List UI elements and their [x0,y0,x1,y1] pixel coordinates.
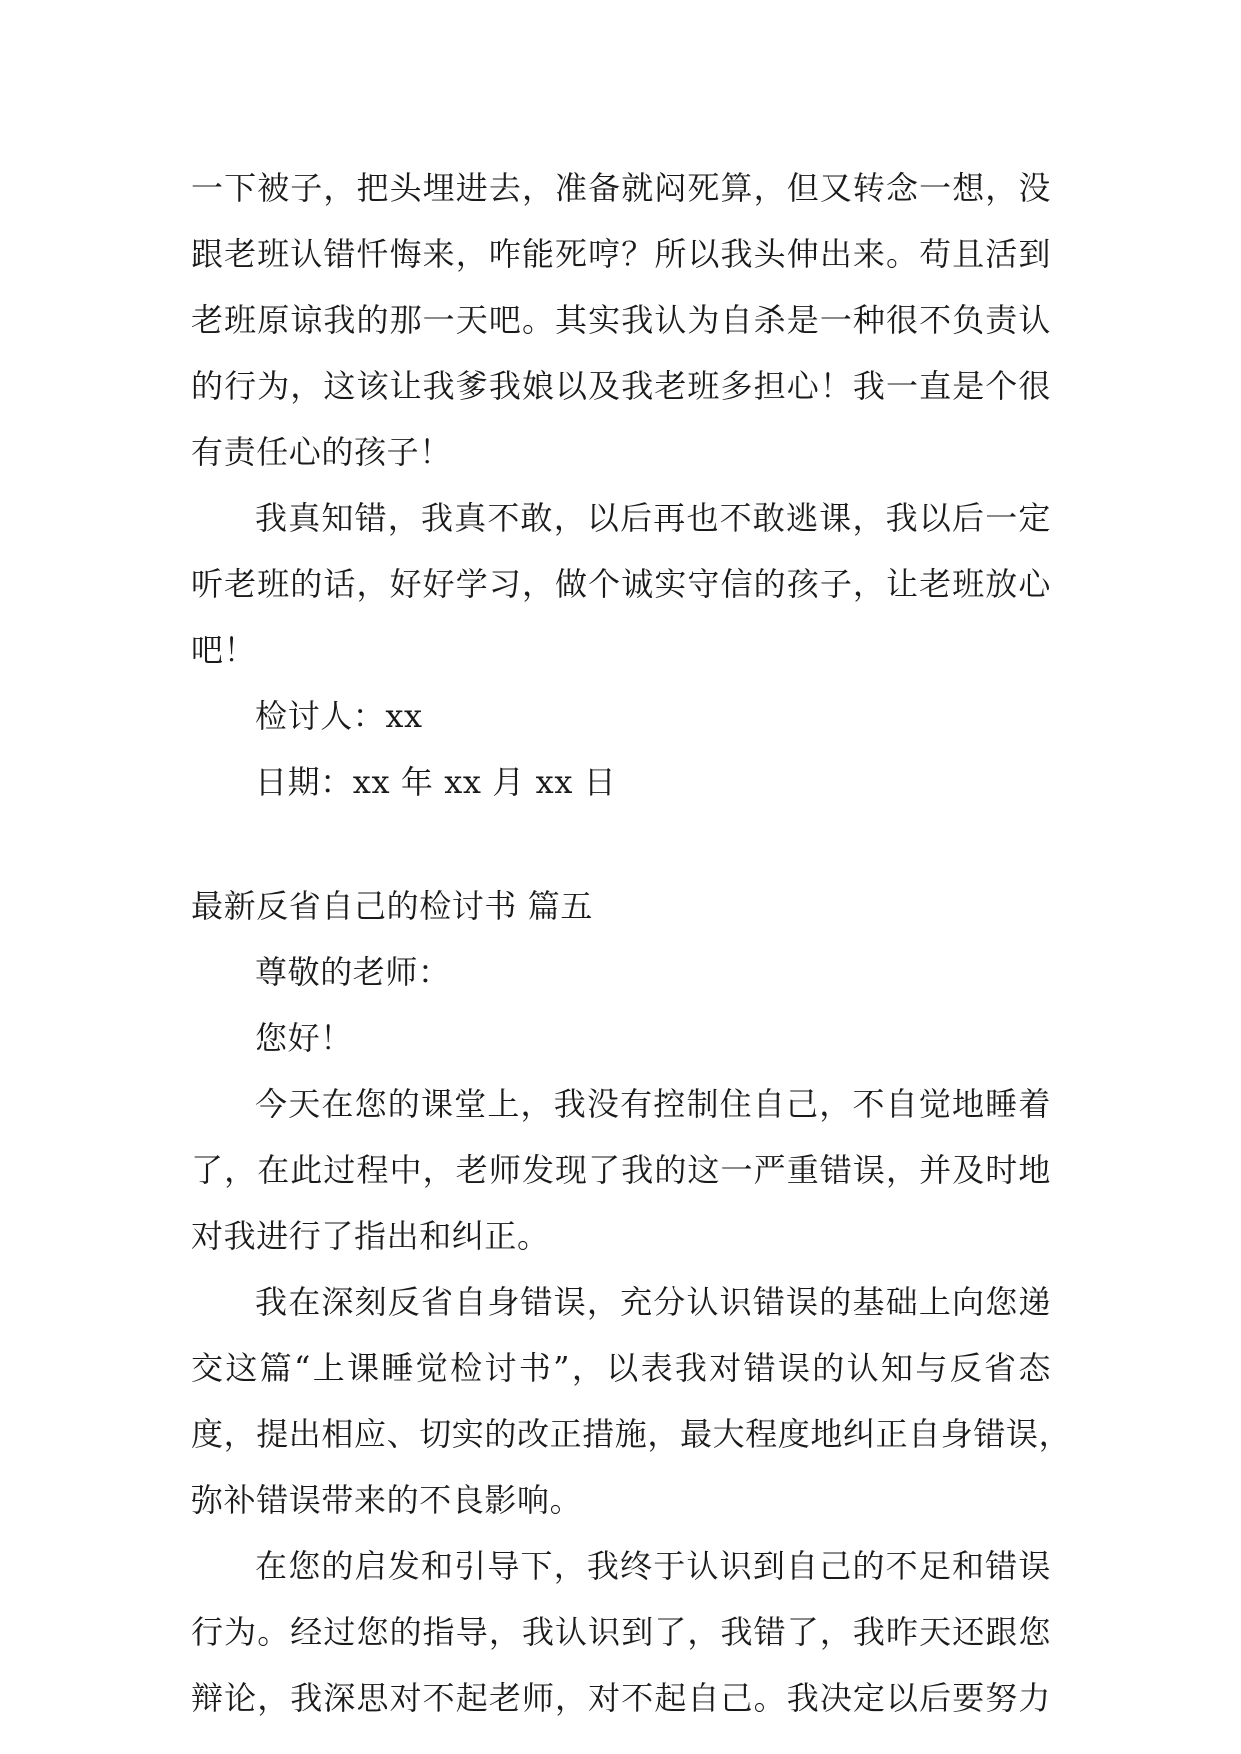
prev-paragraph-2 [191,485,1051,683]
section-title: 最新反省自己的检讨书 篇五 [191,887,593,925]
text-line: 吧！ [191,631,257,669]
greeting: 您好！ [255,1019,353,1057]
date-line: 日期：xx 年 xx 月 xx 日 [255,763,617,801]
s5-paragraph-2 [191,1269,1072,1533]
text-line: 度，提出相应、切实的改正措施，最大程度地纠正自身错误， [191,1415,1072,1453]
text-line: 听老班的话，好好学习，做个诚实守信的孩子，让老班放心 [191,565,1051,603]
text-line: 有责任心的孩子！ [191,433,452,471]
signature-line: 检讨人：xx [255,697,423,735]
text-line: 了，在此过程中，老师发现了我的这一严重错误，并及时地 [191,1151,1051,1189]
text-line: 老班原谅我的那一天吧。其实我认为自杀是一种很不负责认 [191,301,1051,339]
s5-paragraph-3 [191,1533,1051,1731]
text-line: 对我进行了指出和纠正。 [191,1217,550,1255]
text-line: 在您的启发和引导下，我终于认识到自己的不足和错误 [255,1547,1051,1585]
text-line: 辩论，我深思对不起老师，对不起自己。我决定以后要努力 [191,1679,1051,1717]
s5-paragraph-1 [191,1071,1051,1269]
text-line: 一下被子，把头埋进去，准备就闷死算，但又转念一想，没 [191,169,1051,207]
text-line: 我真知错，我真不敢，以后再也不敢逃课，我以后一定 [255,499,1051,537]
document-page [191,155,1072,1731]
section-gap [191,815,1051,873]
text-line: 交这篇“上课睡觉检讨书”，以表我对错误的认知与反省态 [191,1349,1051,1387]
text-line: 行为。经过您的指导，我认识到了，我错了，我昨天还跟您 [191,1613,1051,1651]
salutation: 尊敬的老师： [255,953,451,991]
prev-paragraph-1 [191,155,1051,485]
text-line: 弥补错误带来的不良影响。 [191,1481,583,1519]
text-line: 今天在您的课堂上，我没有控制住自己，不自觉地睡着 [255,1085,1051,1123]
text-line: 我在深刻反省自身错误，充分认识错误的基础上向您递 [255,1283,1051,1321]
text-line: 跟老班认错忏悔来，咋能死哼？所以我头伸出来。苟且活到 [191,235,1051,273]
text-line: 的行为，这该让我爹我娘以及我老班多担心！我一直是个很 [191,367,1051,405]
